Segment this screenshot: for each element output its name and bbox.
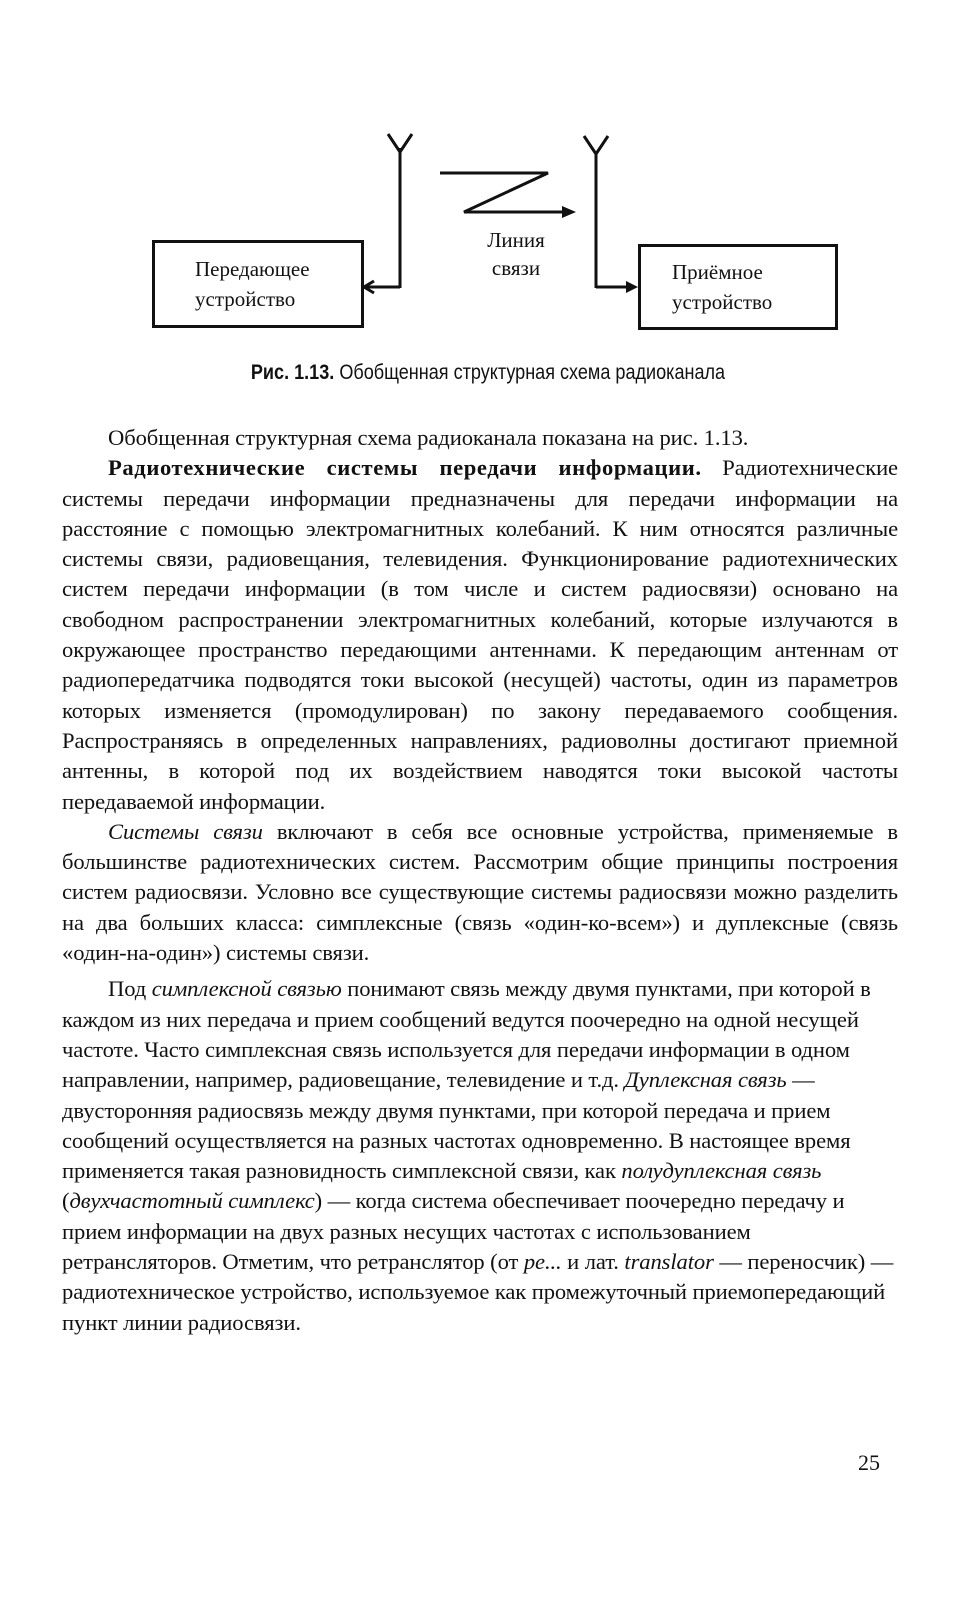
antenna-icon [584, 136, 608, 288]
transmitter-label [195, 254, 310, 314]
term-communication-systems: Системы связи [108, 818, 263, 844]
transmitter-label-line2: устройство [195, 287, 296, 311]
simplex-text-c: — двусторонняя радиосвязь между двумя пунктами, при которой передача и прием сообщений осуществляется на разных частотах одновременно. В настоящее время применяется такая разновидность симплексной связи, как [62, 1067, 851, 1184]
communication-systems-text: включают в себя все основные устройства, применяемые в большинстве радиотехнических систем. Рассмотрим общие принципы построения систем радиосвязи. Условно все существующие системы радиосвязи можно разделить на два больших класса: симплексные (связь «один-ко-всем») и дуплексные (связь «один-на-один») системы связи. [62, 818, 898, 966]
term-simplex: симплексной связью [151, 976, 342, 1002]
link-label-line2: связи [491, 256, 541, 280]
transmitter-label-line1: Передающее [195, 257, 310, 281]
page-number: 25 [858, 1450, 880, 1475]
simplex-text-d: ( [62, 1188, 70, 1214]
term-two-frequency-simplex: двухчастотный симплекс [69, 1188, 315, 1214]
simplex-text-f: и лат. [561, 1249, 625, 1275]
term-translator: translator [624, 1249, 714, 1275]
intro-text: Обобщенная структурная схема радиоканала показана на рис. 1.13. [108, 425, 749, 450]
radio-channel-diagram [0, 0, 976, 400]
diagram-lines [0, 0, 976, 400]
caption-number: Рис. 1.13. [250, 361, 335, 384]
receiver-label-line2: устройство [672, 290, 773, 314]
caption-text: Обобщенная структурная схема радиоканала [339, 361, 726, 384]
simplex-text-b: понимают связь между двумя пунктами, при которой в каждом из них передача и прием сообщений ведутся поочередно на одной несущей частоте. Часто симплексная связь используется для передачи информации в одном направлении, например, радиовещание, телевидение и т.д. [62, 976, 871, 1093]
radio-systems-text: Радиотехнические системы передачи информации предназначены для передачи информации на расстояние с помощью электромагнитных колебаний. К ним относятся различные системы связи, радиовещания, телевидения. Функционирование радиотехнических систем передачи информации (в том числе и систем радиосвязи) основано на свободном распространении электромагнитных колебаний, которые излучаются в окружающее пространство передающими антеннами. К передающим антеннам от радиопередатчика подводятся токи высокой (несущей) частоты, один из параметров которых изменяется (промодулирован) по закону передаваемого сообщения. Распространяясь в определенных направлениях, радиоволны достигают приемной антенны, в которой под их воздействием наводятся токи высокой частоты передаваемой информации. [62, 455, 898, 814]
link-label [470, 226, 562, 282]
figure-caption [68, 358, 907, 388]
receiver-label [672, 257, 772, 317]
simplex-text-e: ) — когда система обеспечивает поочередно передачу и прием информации на двух разных несущих частотах с использованием ретрансляторов. Отметим, что ретранслятор (от [62, 1188, 845, 1275]
lightning-link-arrow [440, 173, 576, 218]
section-heading: Радиотехнические системы передачи информации. [108, 455, 702, 481]
simplex-text-g: — переносчик) — радиотехническое устройство, используемое как промежуточный приемопередающий пункт линии радиосвязи. [62, 1249, 894, 1335]
paragraph-radio-systems [62, 453, 898, 817]
term-re-prefix: ре... [523, 1249, 562, 1275]
transmitter-feed-arrow [364, 281, 400, 293]
term-half-duplex: полудуплексная связь [621, 1158, 822, 1184]
paragraph-simplex-duplex [62, 974, 898, 1338]
paragraph-intro [62, 423, 898, 453]
receiver-label-line1: Приёмное [672, 260, 763, 284]
simplex-text-a: Под [108, 976, 152, 1002]
receiver-feed-arrow [596, 281, 638, 293]
body-text [62, 423, 898, 1338]
term-duplex: Дуплексная связь [624, 1067, 787, 1093]
antenna-icon [388, 134, 412, 288]
link-label-line1: Линия [487, 228, 545, 252]
paragraph-communication-systems [62, 817, 898, 968]
